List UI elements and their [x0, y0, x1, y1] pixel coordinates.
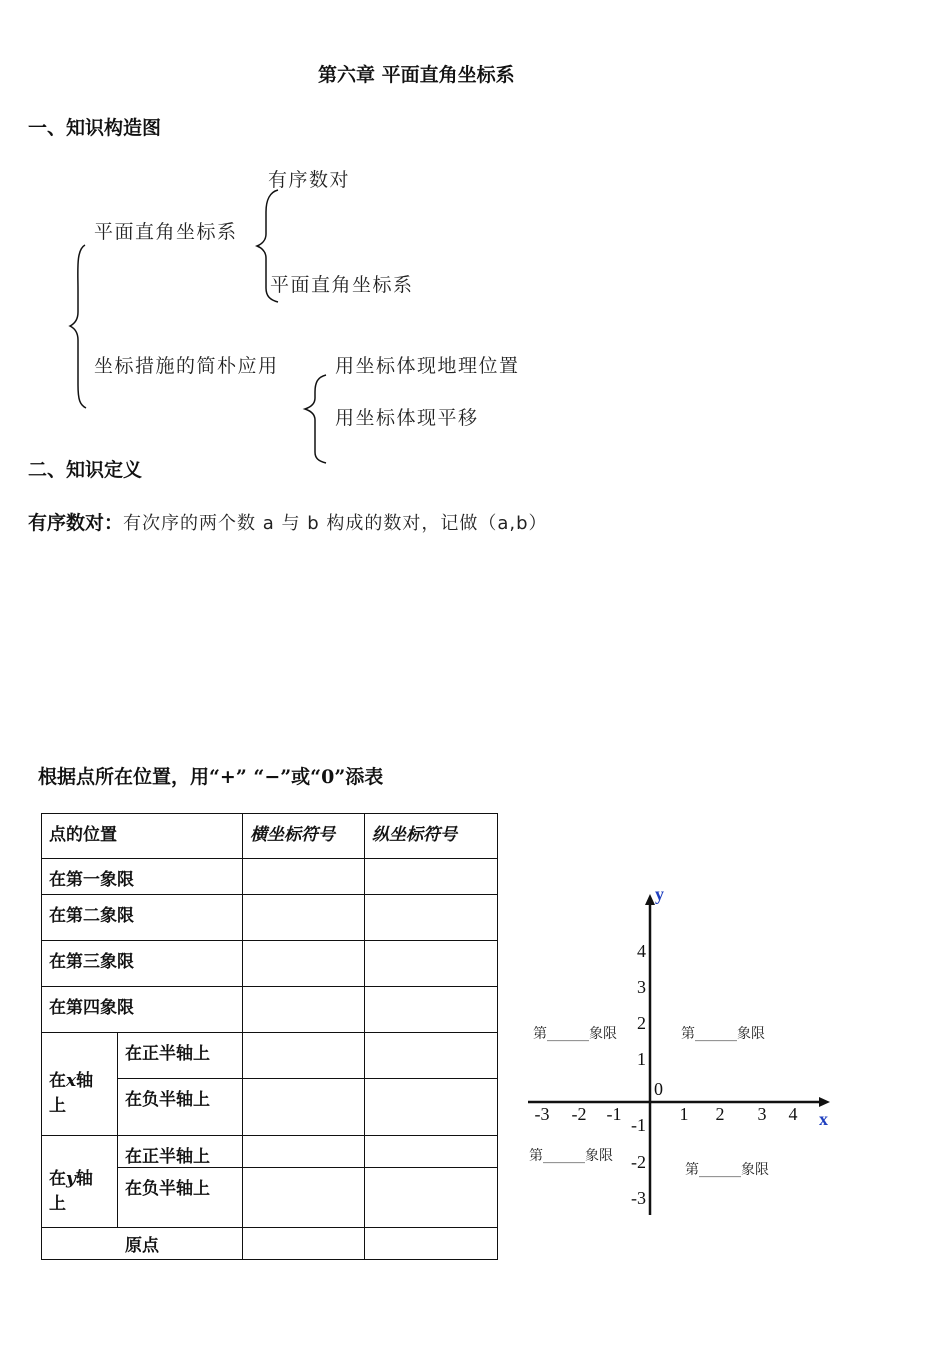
row-label-origin: 原点 [125, 1236, 159, 1256]
y-axis-label: y [655, 884, 664, 904]
tree-node-coordinate-system: 平面直角坐标系 [94, 221, 238, 243]
quadrant-label-upper-right: 第______象限 [681, 1026, 765, 1042]
tree-leaf-coordinate-system: 平面直角坐标系 [270, 274, 414, 296]
row-label-q2: 在第二象限 [49, 906, 134, 926]
origin-label: 0 [654, 1079, 663, 1099]
x-tick-label: -1 [606, 1104, 622, 1124]
x-tick-label: 2 [715, 1104, 725, 1124]
definition-term: 有序数对： [28, 512, 124, 534]
row-label-y-positive: 在正半轴上 [125, 1147, 210, 1167]
table-title: 根据点所在位置，用“+” “−”或“0”添表 [38, 766, 384, 788]
row-label-y-negative: 在负半轴上 [125, 1179, 210, 1199]
row-label-q3: 在第三象限 [49, 952, 134, 972]
definition-text: 有次序的两个数 a 与 b 构成的数对，记做（a,b） [123, 513, 548, 534]
row-label-x-axis: 在x轴上 [49, 1071, 94, 1116]
row-label-y-axis: 在y轴上 [49, 1168, 93, 1214]
y-tick-label: 2 [637, 1013, 646, 1033]
y-tick-label: -2 [631, 1152, 646, 1172]
x-tick-label: 3 [757, 1104, 767, 1124]
quadrant-label-lower-left: 第______象限 [529, 1148, 613, 1164]
y-tick-label: -3 [631, 1188, 646, 1208]
header-position: 点的位置 [49, 825, 117, 845]
x-tick-label: -2 [571, 1104, 587, 1124]
tree-node-applications: 坐标措施的简朴应用 [94, 355, 279, 377]
y-tick-label: 4 [637, 941, 646, 961]
tree-leaf-ordered-pair: 有序数对 [268, 169, 351, 191]
row-label-q4: 在第四象限 [49, 998, 134, 1018]
y-tick-label: 1 [637, 1049, 646, 1069]
page-title: 第六章 平面直角坐标系 [318, 64, 515, 86]
x-tick-label: 1 [679, 1104, 689, 1124]
section-heading-definitions: 二、知识定义 [28, 459, 143, 481]
y-tick-label: -1 [631, 1115, 646, 1135]
section-heading-structure: 一、知识构造图 [28, 117, 162, 139]
header-y-sign: 纵坐标符号 [372, 825, 457, 845]
quadrant-label-lower-right: 第______象限 [685, 1162, 769, 1178]
x-tick-label: 4 [788, 1104, 798, 1124]
tree-leaf-geo-location: 用坐标体现地理位置 [335, 355, 520, 377]
row-label-x-negative: 在负半轴上 [125, 1090, 210, 1110]
row-label-q1: 在第一象限 [49, 870, 134, 890]
tree-leaf-translation: 用坐标体现平移 [335, 407, 479, 429]
header-x-sign: 横坐标符号 [250, 825, 335, 845]
y-axis-arrow-icon [645, 894, 655, 905]
x-tick-label: -3 [534, 1104, 550, 1124]
x-axis-label: x [819, 1109, 828, 1129]
x-axis-arrow-icon [819, 1097, 830, 1107]
quadrant-label-upper-left: 第______象限 [533, 1026, 617, 1042]
row-label-x-positive: 在正半轴上 [125, 1044, 210, 1064]
y-tick-label: 3 [637, 977, 646, 997]
